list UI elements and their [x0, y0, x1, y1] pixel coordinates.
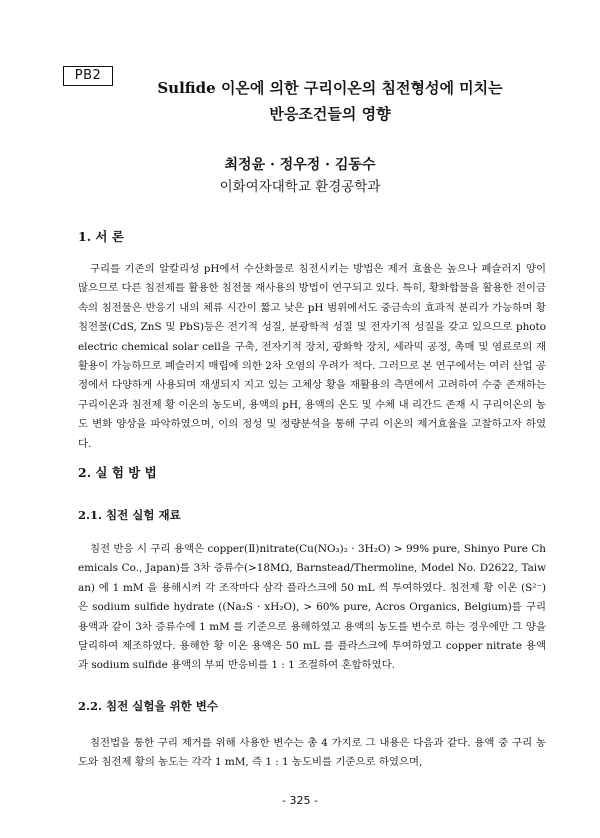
section-2-1-heading: 2.1. 침전 실험 재료 — [78, 508, 181, 522]
section-2-1-paragraph: 침전 반응 시 구리 용액은 copper(Ⅱ)nitrate(Cu(NO₃)₂ · 3H₂O) > 99% pure, Shinyo Pure Chemicals Co., Japan)를 3차 증류수(>18MΩ, Barnstead/Thermoline, Model No. D2622, Taiwan) 에 1 mM 을 용해시켜 각 조작마다 삼각 플라스크에 50 mL 씩 투여하였다. 침전제 황 이온 (S²⁻)은 sodium sulfide hydrate ((Na₂S · xH₂O), > 60% pure, Acros Organics, Belgium)를 구리 용액과 같이 3차 증류수에 1 mM 를 기준으로 용해하였고 용액의 농도를 변수로 하는 경우에만 그 양을 달리하여 제조하였다. 용해한 황 이온 용액은 50 mL 를 플라스크에 투여하였고 copper nitrate 용액과 sodium sulfide 용액의 부피 반응비를 1 : 1 조절하여 혼합하였다. — [78, 543, 546, 672]
section-2-2-paragraph: 침전법을 통한 구리 제거를 위해 사용한 변수는 총 4 가지로 그 내용은 다음과 같다. 용액 중 구리 농도와 침전제 황의 농도는 각각 1 mM, 즉 1 : 1 농도비를 기준으로 하였으며, — [78, 737, 546, 769]
page-number: - 325 - — [282, 794, 318, 807]
affiliation: 이화여자대학교 환경공학과 — [219, 179, 381, 195]
title-line-1: Sulfide 이온에 의한 구리이온의 침전형성에 미치는 — [157, 79, 503, 97]
section-2-heading: 2. 실 험 방 법 — [78, 465, 157, 480]
section-1-paragraph: 구리를 기존의 알칼리성 pH에서 수산화물로 침전시키는 방법은 제거 효율은 높으나 폐슬러지 양이 많으므로 다른 침전제를 활용한 침전물 재사용의 방법이 연구되고 있다. 특히, 황화합물을 활용한 전이금속의 침전물은 반응기 내의 체류 시간이 짧고 낮은 pH 범위에서도 중금속의 효과적 분리가 가능하며 황침전물(CdS, ZnS 및 PbS)등은 전기적 성질, 분광학적 성질 및 전자기적 성질을 갖고 있으므로 photoelectric chemical solar cell을 구축, 전자기적 장치, 광화학 장치, 세라믹 공정, 촉매 및 염료로의 재활용이 가능하므로 폐슬러지 매립에 의한 2차 오염의 우려가 적다. 그러므로 본 연구에서는 여러 산업 공정에서 다양하게 사용되며 재생되지 지고 있는 고체상 황을 재활용의 측면에서 고려하여 수중 존재하는 구리이온과 침전제 황 이온의 농도비, 용액의 pH, 용액의 온도 및 수체 내 리간드 존재 시 구리이온의 농도 변화 양상을 파악하였으며, 이의 정성 및 정량분석을 통해 구리 이온의 제거효율을 고찰하고자 하였다. — [78, 263, 546, 450]
authors: 최정윤 · 정우정 · 김동수 — [224, 157, 376, 173]
paper-title — [110, 75, 550, 127]
section-1-heading: 1. 서 론 — [78, 229, 124, 244]
poster-id-badge: PB2 — [63, 66, 113, 86]
section-2-2-heading: 2.2. 침전 실험을 위한 변수 — [78, 699, 219, 713]
title-line-2: 반응조건들의 영향 — [269, 105, 391, 123]
